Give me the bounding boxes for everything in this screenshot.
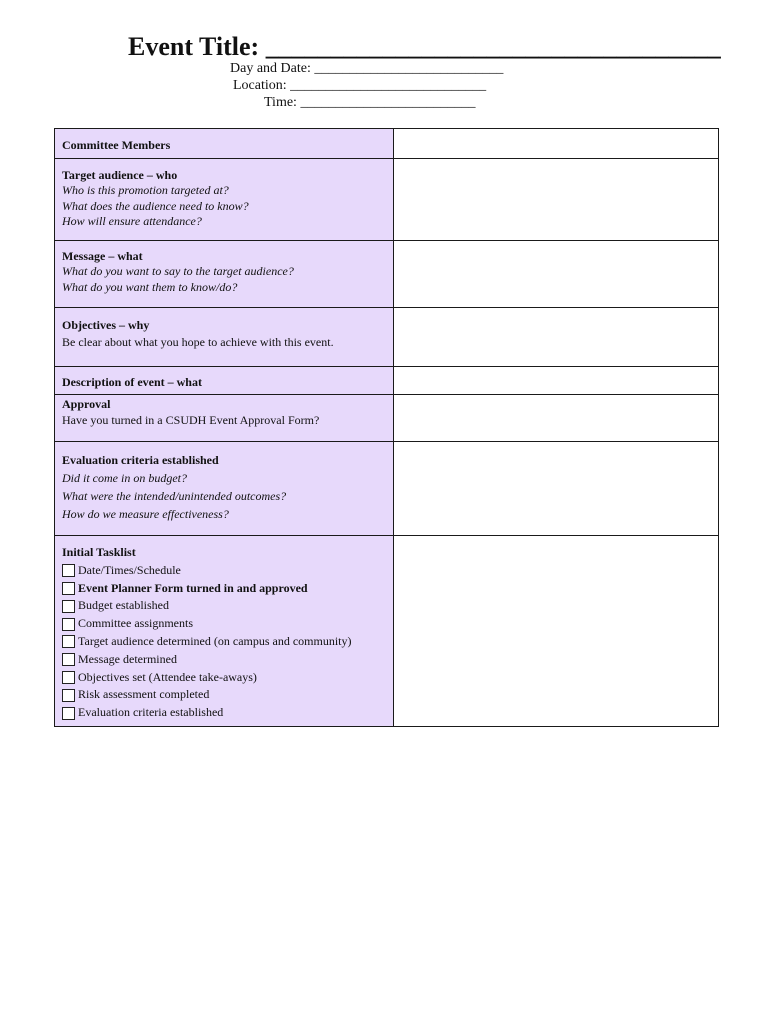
table-row — [55, 158, 719, 240]
checkbox[interactable] — [62, 618, 75, 631]
target-audience-question: Who is this promotion targeted at? — [62, 183, 229, 197]
message-question: What do you want to say to the target audience? — [62, 264, 294, 278]
objectives-label-cell — [55, 307, 394, 366]
task-label: Date/Times/Schedule — [78, 562, 181, 577]
message-answer-cell[interactable] — [394, 240, 719, 307]
checkbox[interactable] — [62, 635, 75, 648]
task-item — [62, 562, 386, 580]
task-item — [62, 651, 386, 669]
objectives-description: Be clear about what you hope to achieve with this event. — [62, 334, 334, 349]
table-row — [55, 240, 719, 307]
evaluation-label-cell — [55, 442, 394, 536]
task-item — [62, 669, 386, 687]
message-title: Message – what — [62, 248, 143, 263]
task-item — [62, 597, 386, 615]
description-answer-cell[interactable] — [394, 366, 719, 395]
objectives-answer-cell[interactable] — [394, 307, 719, 366]
task-item — [62, 580, 386, 598]
evaluation-question: What were the intended/unintended outcomes? — [62, 489, 287, 503]
task-label: Risk assessment completed — [78, 687, 210, 702]
approval-answer-cell[interactable] — [394, 395, 719, 442]
message-question: What do you want them to know/do? — [62, 279, 238, 294]
message-label-cell — [55, 240, 394, 307]
table-row — [55, 536, 719, 727]
task-label: Objectives set (Attendee take-aways) — [78, 669, 257, 684]
task-label: Message determined — [78, 651, 177, 666]
event-title-field[interactable]: Event Title: ___________________________________ — [128, 32, 721, 61]
task-item — [62, 686, 386, 704]
committee-members-label-cell — [55, 129, 394, 159]
checkbox[interactable] — [62, 653, 75, 666]
committee-members-answer-cell[interactable] — [394, 129, 719, 159]
checkbox[interactable] — [62, 600, 75, 613]
evaluation-answer-cell[interactable] — [394, 442, 719, 536]
table-row — [55, 129, 719, 159]
description-label-cell — [55, 366, 394, 395]
target-audience-title: Target audience – who — [62, 167, 178, 182]
time-field[interactable]: Time: _________________________ — [264, 95, 476, 110]
tasklist-title: Initial Tasklist — [62, 545, 136, 559]
approval-label-cell — [55, 395, 394, 442]
table-row — [55, 307, 719, 366]
target-audience-answer-cell[interactable] — [394, 158, 719, 240]
evaluation-question: Did it come in on budget? — [62, 471, 187, 485]
target-audience-label-cell — [55, 158, 394, 240]
committee-members-title: Committee Members — [62, 138, 171, 152]
checkbox[interactable] — [62, 582, 75, 595]
target-audience-question: How will ensure attendance? — [62, 214, 202, 228]
task-label: Event Planner Form turned in and approved — [78, 580, 308, 595]
objectives-title: Objectives – why — [62, 317, 150, 332]
day-and-date-field[interactable]: Day and Date: ___________________________ — [230, 61, 504, 76]
approval-title: Approval — [62, 397, 111, 411]
table-row — [55, 395, 719, 442]
task-label: Committee assignments — [78, 616, 193, 631]
task-item — [62, 615, 386, 633]
table-row — [55, 442, 719, 536]
checkbox[interactable] — [62, 564, 75, 577]
target-audience-question: What does the audience need to know? — [62, 198, 249, 213]
task-label: Target audience determined (on campus and community) — [78, 633, 352, 648]
task-item — [62, 633, 386, 651]
tasklist-answer-cell[interactable] — [394, 536, 719, 727]
task-label: Budget established — [78, 598, 169, 613]
evaluation-question: How do we measure effectiveness? — [62, 507, 229, 521]
table-row — [55, 366, 719, 395]
checkbox[interactable] — [62, 707, 75, 720]
task-item — [62, 704, 386, 722]
location-field[interactable]: Location: ____________________________ — [233, 78, 487, 93]
checkbox[interactable] — [62, 689, 75, 702]
description-title: Description of event – what — [62, 374, 202, 389]
checkbox[interactable] — [62, 671, 75, 684]
approval-question: Have you turned in a CSUDH Event Approval Form? — [62, 413, 320, 427]
event-planner-table — [54, 128, 719, 727]
evaluation-title: Evaluation criteria established — [62, 453, 219, 467]
task-label: Evaluation criteria established — [78, 705, 224, 720]
tasklist-label-cell — [55, 536, 394, 727]
